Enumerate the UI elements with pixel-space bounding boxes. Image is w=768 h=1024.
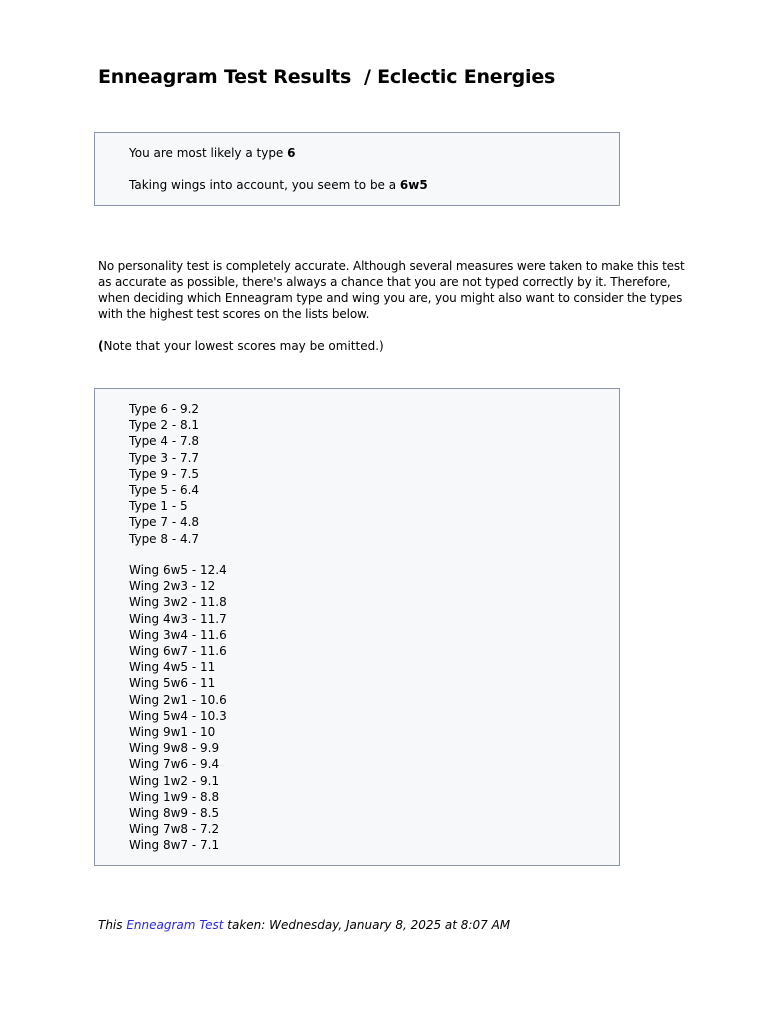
most-likely-type-line xyxy=(129,145,296,161)
wing-score-item: Wing 6w7 - 11.6 xyxy=(129,644,227,659)
type-score-item: Type 8 - 4.7 xyxy=(129,531,200,546)
wing-score-item: Wing 8w7 - 7.1 xyxy=(129,838,220,853)
wing-score-item: Wing 3w4 - 11.6 xyxy=(129,627,227,642)
wing-score-item: Wing 4w5 - 11 xyxy=(129,660,216,675)
wing-score-item: Wing 9w1 - 10 xyxy=(129,725,216,740)
result-summary-box xyxy=(94,132,620,206)
most-likely-type-value: 6 xyxy=(287,146,296,160)
wing-score-list xyxy=(129,562,227,854)
wing-result-label: Taking wings into account, you seem to be a xyxy=(129,178,400,192)
wing-score-item: Wing 4w3 - 11.7 xyxy=(129,611,227,626)
test-taken-footer xyxy=(98,917,510,933)
type-score-item: Type 9 - 7.5 xyxy=(129,466,200,481)
wing-score-item: Wing 7w6 - 9.4 xyxy=(129,757,220,772)
accuracy-disclaimer: No personality test is completely accurate. Although several measures were taken to make this test as accurate as possible, there's always a chance that you are not typed correctly by it. Therefore, when deciding which Enneagram type and wing you are, you might also want to consider the types with the highest test scores on the lists below. xyxy=(98,259,685,321)
wing-score-item: Wing 3w2 - 11.8 xyxy=(129,595,227,610)
note-open-paren: ( xyxy=(98,339,104,353)
wing-result-line xyxy=(129,177,428,193)
enneagram-test-link[interactable]: Enneagram Test xyxy=(126,918,224,932)
wing-score-item: Wing 2w3 - 12 xyxy=(129,579,216,594)
wing-score-item: Wing 1w2 - 9.1 xyxy=(129,773,220,788)
type-score-item: Type 2 - 8.1 xyxy=(129,418,200,433)
type-score-item: Type 6 - 9.2 xyxy=(129,402,200,416)
scores-box xyxy=(94,388,620,866)
wing-score-item: Wing 5w4 - 10.3 xyxy=(129,708,227,723)
type-score-item: Type 3 - 7.7 xyxy=(129,450,200,465)
type-score-item: Type 1 - 5 xyxy=(129,499,188,514)
wing-score-item: Wing 5w6 - 11 xyxy=(129,676,216,691)
note-text: Note that your lowest scores may be omitted.) xyxy=(103,339,384,353)
type-score-item: Type 5 - 6.4 xyxy=(129,483,200,498)
type-score-item: Type 4 - 7.8 xyxy=(129,434,200,449)
wing-score-item: Wing 7w8 - 7.2 xyxy=(129,822,220,837)
wing-score-item: Wing 9w8 - 9.9 xyxy=(129,741,220,756)
wing-score-item: Wing 2w1 - 10.6 xyxy=(129,692,227,707)
footer-taken-date: taken: Wednesday, January 8, 2025 at 8:07 AM xyxy=(223,918,511,932)
wing-result-value: 6w5 xyxy=(399,178,428,192)
wing-score-item: Wing 1w9 - 8.8 xyxy=(129,789,220,804)
most-likely-type-label: You are most likely a type xyxy=(129,146,288,160)
type-score-list xyxy=(129,401,199,547)
footer-prefix: This xyxy=(98,918,127,932)
wing-score-item: Wing 6w5 - 12.4 xyxy=(129,563,227,577)
wing-score-item: Wing 8w9 - 8.5 xyxy=(129,806,220,821)
omitted-scores-note xyxy=(98,338,384,354)
type-score-item: Type 7 - 4.8 xyxy=(129,515,200,530)
page-title: Enneagram Test Results / Eclectic Energies xyxy=(98,66,556,88)
